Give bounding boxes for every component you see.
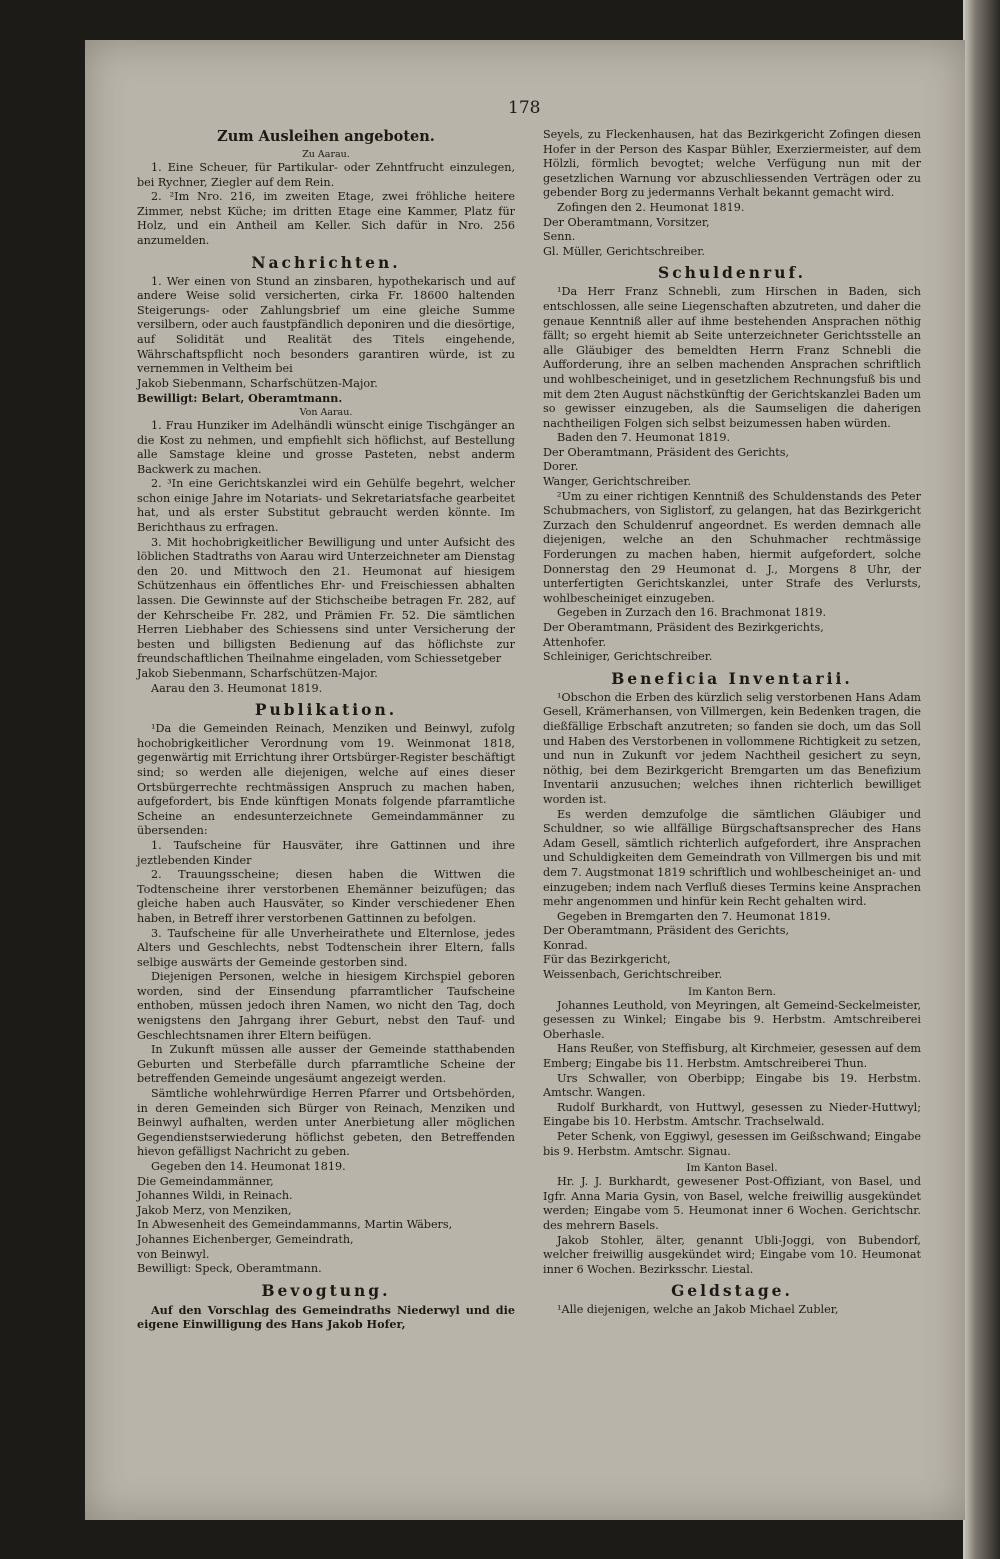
date-line: Zofingen den 2. Heumonat 1819. — [557, 200, 745, 214]
signature-line: Johannes Eichenberger, Gemeindrath, — [137, 1232, 354, 1246]
date-line: Aarau den 3. Heumonat 1819. — [151, 681, 323, 695]
list-item: Rudolf Burkhardt, von Huttwyl, gesessen zu Nieder-Huttwyl; Eingabe bis 10. Herbstm. Amtschr. Trachselwald. — [543, 1100, 921, 1129]
place-heading: Im Kanton Bern. — [688, 985, 776, 998]
signature-line: Dorer. — [543, 460, 579, 474]
notice-paragraph: 1. Wer einen von Stund an zinsbaren, hypothekarisch und auf andere Weise solid versicherten, cirka Fr. 18600 haltenden Steigerungs- oder Zahlungsbrief um eine gleiche Summe versilbern, oder auch faustpfändlich deponiren und die diesörtige, auf Solidität und Realität des Titels eingehende, Währschaftspflicht noch besonders garantiren würde, ist zu vernemmen in Veltheim bei — [137, 274, 515, 376]
signature-line: In Abwesenheit des Gemeindammanns, Martin Wäbers, — [137, 1218, 453, 1232]
list-item: 1. Taufscheine für Hausväter, ihre Gattinnen und ihre jeztlebenden Kinder — [137, 838, 515, 867]
section-title-nachrichten: Nachrichten. — [251, 252, 401, 272]
date-line: Gegeben in Bremgarten den 7. Heumonat 1819. — [557, 909, 831, 923]
list-item: Urs Schwaller, von Oberbipp; Eingabe bis 19. Herbstm. Amtschr. Wangen. — [543, 1071, 921, 1100]
list-item: Peter Schenk, von Eggiwyl, gesessen im Geißschwand; Eingabe bis 9. Herbstm. Amtschr. Signau. — [543, 1130, 921, 1158]
notice-paragraph: 2. ²Im Nro. 216, im zweiten Etage, zwei fröhliche heitere Zimmer, nebst Küche; im dritten Etage eine Kammer, Platz für Holz, und ein Antheil am Keller. Sich dafür in Nro. 256 anzumelden. — [137, 190, 515, 247]
signature-line: Der Oberamtmann, Vorsitzer, — [543, 215, 710, 229]
date-line: Baden den 7. Heumonat 1819. — [557, 431, 731, 445]
list-item: 3. Taufscheine für alle Unverheirathete und Elternlose, jedes Alters und Geschlechts, nebst Todtenschein ihrer Eltern, falls selbige auswärts der Gemeinde gestorben sind. — [137, 926, 515, 969]
section-title-bevogtung: Bevogtung. — [261, 1280, 391, 1300]
notice-paragraph: Sämtliche wohlehrwürdige Herren Pfarrer und Ortsbehörden, in deren Gemeinden sich Bürger von Reinach, Menziken und Beinwyl aufhalten, werden unter Anerbietung aller möglichen Gegendienstserwiederung höflichst gebeten, den Betreffenden hievon gefälligst Nachricht zu geben. — [137, 1087, 515, 1159]
notice-paragraph: ¹Obschon die Erben des kürzlich selig verstorbenen Hans Adam Gesell, Krämerhansen, von Villmergen, kein Bedenken tragen, die dießfällige Erbschaft anzutreten; so fanden sie doch, um das Soll und Haben des Verstorbenen in vollommene Richtigkeit zu setzen, und nun in Zukunft vor jedem Nachtheil gesichert zu seyn, nöthig, bei dem Bezirkgericht Bremgarten um das Benefizium Inventarii anzusuchen; welches ihnen richterlich bewilliget worden ist. — [543, 690, 921, 806]
signature-line: Der Oberamtmann, Präsident des Gerichts, — [543, 445, 790, 459]
signature-line: Jakob Merz, von Menziken, — [137, 1203, 292, 1217]
signature-line: Jakob Siebenmann, Scharfschützen-Major. — [137, 667, 378, 680]
list-item: Johannes Leuthold, von Meyringen, alt Gemeind-Seckelmeister, gesessen zu Winkel; Eingabe bis 9. Herbstm. Amtschreiberei Oberhasle. — [543, 998, 921, 1041]
right-column — [543, 128, 921, 1318]
section-title-schuldenruf: Schuldenruf. — [658, 263, 806, 283]
section-title-beneficia: Beneficia Inventarii. — [611, 668, 853, 688]
signature-line: Schleiniger, Gerichtschreiber. — [543, 650, 713, 664]
notice-paragraph: 2. ³In eine Gerichtskanzlei wird ein Gehülfe begehrt, welcher schon einige Jahre im Notariats- und Sekretariatsfache gearbeitet hat, und als erster Substitut gebraucht werden könnte. Im Berichthaus zu erfragen. — [137, 477, 515, 535]
section-title-publikation: Publikation. — [254, 700, 398, 720]
signature-line: Der Oberamtmann, Präsident des Gerichts, — [543, 924, 790, 938]
page-number: 178 — [508, 98, 541, 118]
section-title-geldstage: Geldstage. — [671, 1281, 793, 1301]
notice-paragraph: Auf den Vorschlag des Gemeindraths Niederwyl und die eigene Einwilligung des Hans Jakob Hofer, — [137, 1302, 515, 1332]
date-line: Gegeben den 14. Heumonat 1819. — [151, 1160, 346, 1173]
signature-line: Gl. Müller, Gerichtschreiber. — [543, 244, 705, 258]
date-line: Gegeben in Zurzach den 16. Brachmonat 1819. — [557, 606, 827, 620]
signature-line: von Beinwyl. — [137, 1247, 210, 1261]
signature-line: Wanger, Gerichtschreiber. — [543, 475, 692, 489]
place-heading: Im Kanton Basel. — [686, 1162, 778, 1175]
notice-paragraph: ¹Da die Gemeinden Reinach, Menziken und Beinwyl, zufolg hochobrigkeitlicher Verordnung vom 19. Weinmonat 1818, gegenwärtig mit Errichtung ihrer Ortsbürger-Register beschäftigt sind; so werden alle diejenigen, welche auf eines dieser Ortsbürgerrechte rechtmässigen Anspruch zu machen haben, aufgefordert, bis Ende künftigen Monats folgende pfarramtliche Scheine an endesunterzeichnete Gemeindammänner zu übersenden: — [137, 722, 515, 838]
list-item: 2. Trauungsscheine; diesen haben die Wittwen die Todtenscheine ihrer verstorbenen Ehemänner beizufügen; das gleiche haben auch Hausväter, so Kinder verschiedener Ehen haben, in Betreff ihrer verstorbenen Gattinnen zu befolgen. — [137, 868, 515, 925]
list-item: Hans Reußer, von Steffisburg, alt Kirchmeier, gesessen auf dem Emberg; Eingabe bis 11. Herbstm. Amtschreiberei Thun. — [543, 1042, 921, 1071]
signature-line: Johannes Wildi, in Reinach. — [137, 1189, 293, 1203]
approval-line: Bewilligt: Speck, Oberamtmann. — [137, 1262, 322, 1276]
left-column — [137, 128, 515, 1332]
list-item: Hr. J. J. Burkhardt, gewesener Post-Offiziant, von Basel, und Igfr. Anna Maria Gysin, von Basel, welche freiwillig ausgekündet werden; Eingabe vom 5. Heumonat inner 6 Wochen. Gerichtschr. des mehrern Basels. — [543, 1175, 921, 1232]
list-item: Jakob Stohler, älter, genannt Ubli-Joggi, von Bubendorf, welcher freiwillig ausgekündet wird; Eingabe vom 10. Heumonat inner 6 Wochen. Bezirksschr. Liestal. — [543, 1233, 921, 1276]
notice-paragraph: 1. Eine Scheuer, für Partikular- oder Zehntfrucht einzulegen, bei Rychner, Ziegler auf dem Rein. — [137, 161, 515, 189]
signature-line: Der Oberamtmann, Präsident des Bezirkgerichts, — [543, 621, 824, 634]
signature-line: Weissenbach, Gerichtschreiber. — [543, 968, 723, 982]
notice-paragraph: 3. Mit hochobrigkeitlicher Bewilligung und unter Aufsicht des löblichen Stadtraths von Aarau wird Unterzeichneter am Dienstag den 20. und Mittwoch den 21. Heumonat auf hiesigem Schützenhaus ein öffentliches Ehr- und Freischiessen abhalten lassen. Die Gewinnste auf der Stichscheibe betragen Fr. 282, auf der Kehrscheibe Fr. 282, und Prämien Fr. 52. Die sämtlichen Herren Liebhaber des Schiessens sind unter Versicherung der besten und billigsten Bedienung auf das höflichste zur freundschaftlichen Theilnahme eingeladen, vom Schiessetgeber — [137, 535, 515, 666]
notice-paragraph: Es werden demzufolge die sämtlichen Gläubiger und Schuldner, so wie allfällige Bürgschaftsansprecher des Hans Adam Gesell, sämtlich richterlich aufgefordert, ihre Ansprachen und Schuldigkeiten dem Gemeindrath von Villmergen bis und mit dem 7. Augstmonat 1819 schriftlich und wohlbescheiniget an- und einzugeben; indem nach Verfluß dieses Termins keine Ansprachen mehr angenommen und hinfür kein Recht gehalten wird. — [543, 807, 921, 909]
book-spine — [963, 0, 1000, 1559]
place-heading: Zu Aarau. — [302, 149, 350, 160]
notice-paragraph: In Zukunft müssen alle ausser der Gemeinde statthabenden Geburten und Sterbefälle durch pfarramtliche Scheine der betreffenden Gemeinde ungesäumt angezeigt werden. — [137, 1043, 515, 1086]
signature-line: Die Gemeindammänner, — [137, 1174, 274, 1188]
notice-paragraph: ¹Alle diejenigen, welche an Jakob Michael Zubler, — [557, 1303, 839, 1317]
place-heading: Von Aarau. — [299, 406, 353, 418]
signature-line: Attenhofer. — [543, 635, 607, 649]
signature-line: Jakob Siebenmann, Scharfschützen-Major. — [137, 376, 378, 390]
signature-line: Für das Bezirkgericht, — [543, 953, 671, 967]
notice-paragraph: Diejenigen Personen, welche in hiesigem Kirchspiel geboren worden, sind der Einsendung pfarramtlicher Taufscheine enthoben, müssen jedoch ihren Namen, wo nicht den Tag, doch wenigstens den Jahrgang ihrer Geburt, nebst den Tauf- und Geschlechtsnamen ihrer Eltern beifügen. — [137, 970, 515, 1042]
section-title-ausleihen: Zum Ausleihen angeboten. — [217, 128, 435, 145]
signature-line: Konrad. — [543, 938, 588, 952]
approval-line: Bewilligt: Belart, Oberamtmann. — [137, 391, 343, 406]
notice-paragraph: ¹Da Herr Franz Schnebli, zum Hirschen in Baden, sich entschlossen, alle seine Liegenschaften abzutreten, und daher die genaue Kenntniß aller auf ihme bestehenden Ansprachen nöthig fällt; so ergeht hiemit ab Seite unterzeichneter Gerichtsstelle an alle Gläubiger des bemeldten Herrn Franz Schnebli die Aufforderung, ihre an selben machenden Ansprachen schriftlich und wohlbescheiniget, und in gesetzlichem Rechnungsfuß bis und mit dem 2ten August nächstkünftig der Gerichtskanzlei Baden um so gewisser einzugeben, als die Saumseligen die daherigen nachtheiligen Folgen sich selbst beizumessen haben würden. — [543, 285, 921, 430]
notice-paragraph: ²Um zu einer richtigen Kenntniß des Schuldenstands des Peter Schubmachers, von Siglistorf, zu gelangen, hat das Bezirkgericht Zurzach den Schuldenruf angeordnet. Es werden demnach alle diejenigen, welche an den Schuhmacher rechtmässige Forderungen zu machen haben, hiermit aufgefordert, solche Donnerstag den 29 Heumonat d. J., Morgens 8 Uhr, der unterfertigten Gerichtskanzlei, unter Strafe des Verlursts, wohlbescheiniget einzugeben. — [543, 489, 921, 605]
notice-paragraph: 1. Frau Hunziker im Adelhändli wünscht einige Tischgänger an die Kost zu nehmen, und empfiehlt sich höflichst, auf Bestellung alle Samstage kleine und grosse Pasteten, nebst anderm Backwerk zu machen. — [137, 418, 515, 476]
notice-paragraph: Seyels, zu Fleckenhausen, hat das Bezirkgericht Zofingen diesen Hofer in der Person des Kaspar Bühler, Exerziermeister, auf dem Hölzli, förmlich bevogtet; welche Verfügung nun mit der gesetzlichen Warnung vor abzuschliessenden Verträgen oder zu gebender Borg zu jedermanns Verhalt bekannt gemacht wird. — [543, 128, 921, 200]
signature-line: Senn. — [543, 230, 576, 244]
